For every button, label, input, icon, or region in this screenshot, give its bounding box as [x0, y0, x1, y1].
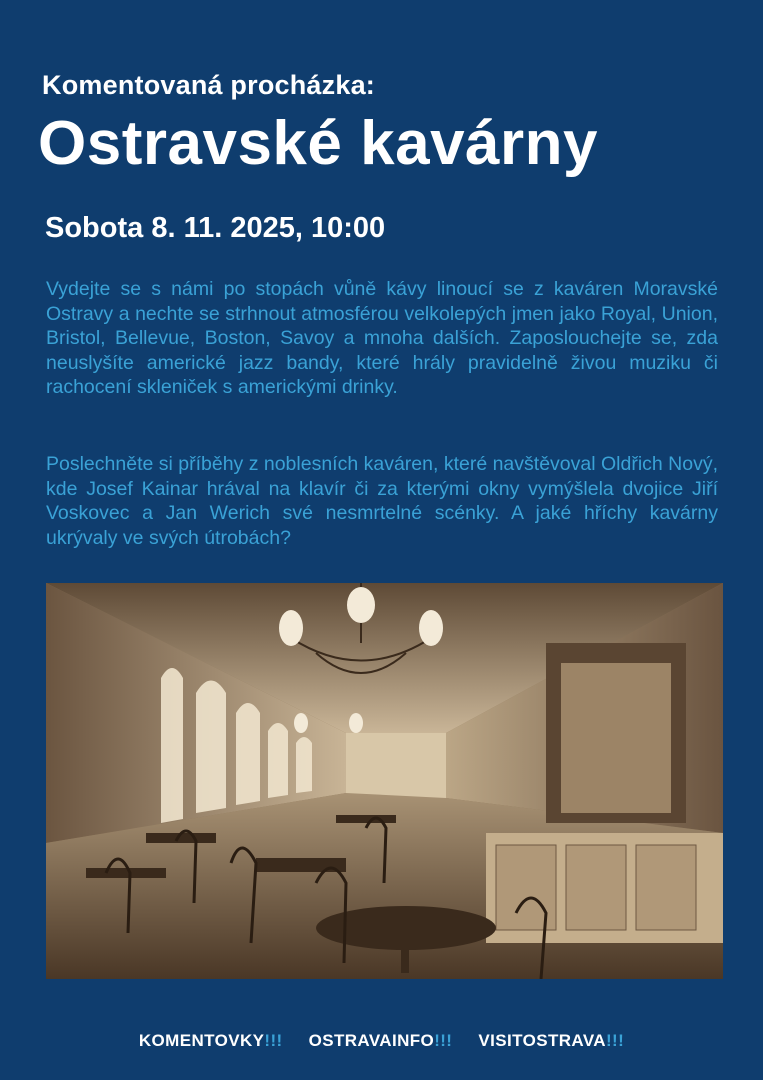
cafe-interior-photo: [46, 583, 723, 979]
page-title: Ostravské kavárny: [38, 109, 599, 178]
event-date: Sobota 8. 11. 2025, 10:00: [45, 212, 386, 244]
subtitle: Komentovaná procházka:: [42, 70, 375, 100]
stories-paragraph: Poslechněte si příběhy z noblesních kaváren, které navštěvoval Oldřich Nový, kde Josef Kainar hrával na klavír či za kterými okny vymýšlela dvojice Jiří Voskovec a Jan Werich své nesmrtelné scénky. A jaké hříchy kavárny ukrývaly ve svých útrobách?: [46, 453, 719, 549]
footer-links: [0, 1031, 763, 1051]
intro-paragraph: Vydejte se s námi po stopách vůně kávy linoucí se z kaváren Moravské Ostravy a nechte se strhnout atmosférou velkolepých jmen jako Royal, Union, Bristol, Bellevue, Boston, Savoy a mnoha dalších. Zaposlouchejte se, zda neuslyšíte americké jazz bandy, které hrály pravidelně živou muziku či rachocení skleniček s americkými drinky.: [46, 278, 718, 398]
footer-link-ostravainfo[interactable]: OSTRAVAINFO!!!: [308, 1031, 453, 1050]
footer-link-visitostrava[interactable]: VISITOSTRAVA!!!: [478, 1031, 625, 1050]
footer-link-komentovky[interactable]: KOMENTOVKY!!!: [138, 1031, 283, 1050]
